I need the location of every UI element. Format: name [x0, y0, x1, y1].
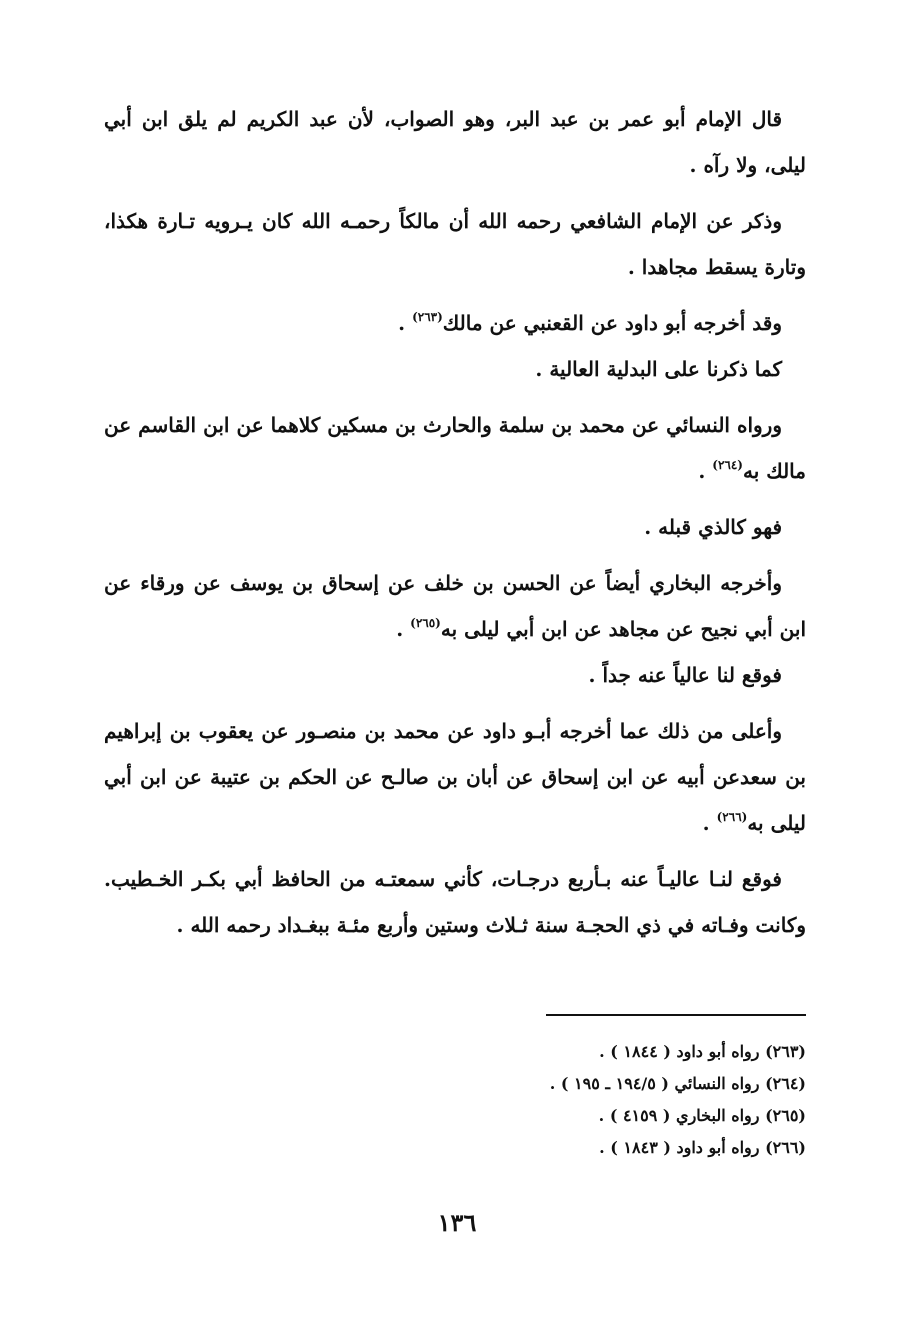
- footnote-ref-264[interactable]: (٢٦٤): [712, 458, 743, 472]
- paragraph-9: [104, 708, 806, 846]
- footnote-ref-265[interactable]: (٢٦٥): [410, 616, 441, 630]
- paragraph-5-end: .: [698, 459, 713, 483]
- paragraph-9-end: .: [702, 811, 717, 835]
- footnote-264: (٢٦٤) رواه النسائي ( ١٩٤/٥ ـ ١٩٥ ) .: [549, 1074, 806, 1093]
- paragraph-3: [104, 300, 806, 346]
- paragraph-2: [104, 198, 806, 290]
- main-text: [104, 96, 806, 948]
- footnotes: [306, 1036, 806, 1164]
- footnote-ref-263[interactable]: (٢٦٣): [412, 310, 443, 324]
- paragraph-4: [104, 346, 806, 392]
- footnote-263: (٢٦٣) رواه أبو داود ( ١٨٤٤ ) .: [599, 1042, 806, 1061]
- paragraph-10: [104, 856, 806, 948]
- paragraph-7-end: .: [396, 617, 411, 641]
- paragraph-5: [104, 402, 806, 494]
- paragraph-3-end: .: [398, 311, 413, 335]
- paragraph-9-text: وأعلى من ذلك عما أخرجه أبـو داود عن محمد بن منصـور عن يعقوب بن إبراهيم بن سعدعن أبيه عن ابن إسحاق عن أبان بن صالـح عن الحكم بن عتيبة عن ابن أبي ليلى به: [104, 719, 806, 835]
- paragraph-3-text: وقد أخرجه أبو داود عن القعنبي عن مالك: [442, 311, 782, 335]
- paragraph-1: [104, 96, 806, 188]
- footnote-separator: [546, 1014, 806, 1016]
- paragraph-4-text: كما ذكرنا على البدلية العالية .: [535, 357, 782, 381]
- paragraph-1-text: قال الإمام أبو عمر بن عبد البر، وهو الصواب، لأن عبد الكريم لم يلق ابن أبي ليلى، ولا رآه .: [104, 107, 806, 177]
- footnote-ref-266[interactable]: (٢٦٦): [716, 810, 748, 824]
- paragraph-2-text: وذكر عن الإمام الشافعي رحمه الله أن مالكاً رحمـه الله كان يـرويه تـارة هكذا، وتارة يسقط مجاهدا .: [104, 209, 806, 279]
- paragraph-7: [104, 560, 806, 652]
- paragraph-6: [104, 504, 806, 550]
- paragraph-8: [104, 652, 806, 698]
- paragraph-5-text: ورواه النسائي عن محمد بن سلمة والحارث بن مسكين كلاهما عن ابن القاسم عن مالك به: [104, 413, 806, 483]
- paragraph-10-text: فوقع لنـا عاليـاً عنه بـأربع درجـات، كأني سمعتـه من الحافظ أبي بكـر الخـطيب. وكانت وفـاته في ذي الحجـة سنة ثـلاث وستين وأربع مئـة ببغـداد رحمه الله .: [104, 867, 806, 937]
- footnote-266: (٢٦٦) رواه أبو داود ( ١٨٤٣ ) .: [599, 1138, 806, 1157]
- footnote-265: (٢٦٥) رواه البخاري ( ٤١٥٩ ) .: [598, 1106, 806, 1125]
- paragraph-6-text: فهو كالذي قبله .: [644, 515, 782, 539]
- paragraph-7-text: وأخرجه البخاري أيضاً عن الحسن بن خلف عن إسحاق بن يوسف عن ورقاء عن ابن أبي نجيح عن مجاهد عن ابن أبي ليلى به: [104, 571, 806, 641]
- page-number: ١٣٦: [437, 1208, 477, 1237]
- paragraph-8-text: فوقع لنا عالياً عنه جداً .: [588, 663, 782, 687]
